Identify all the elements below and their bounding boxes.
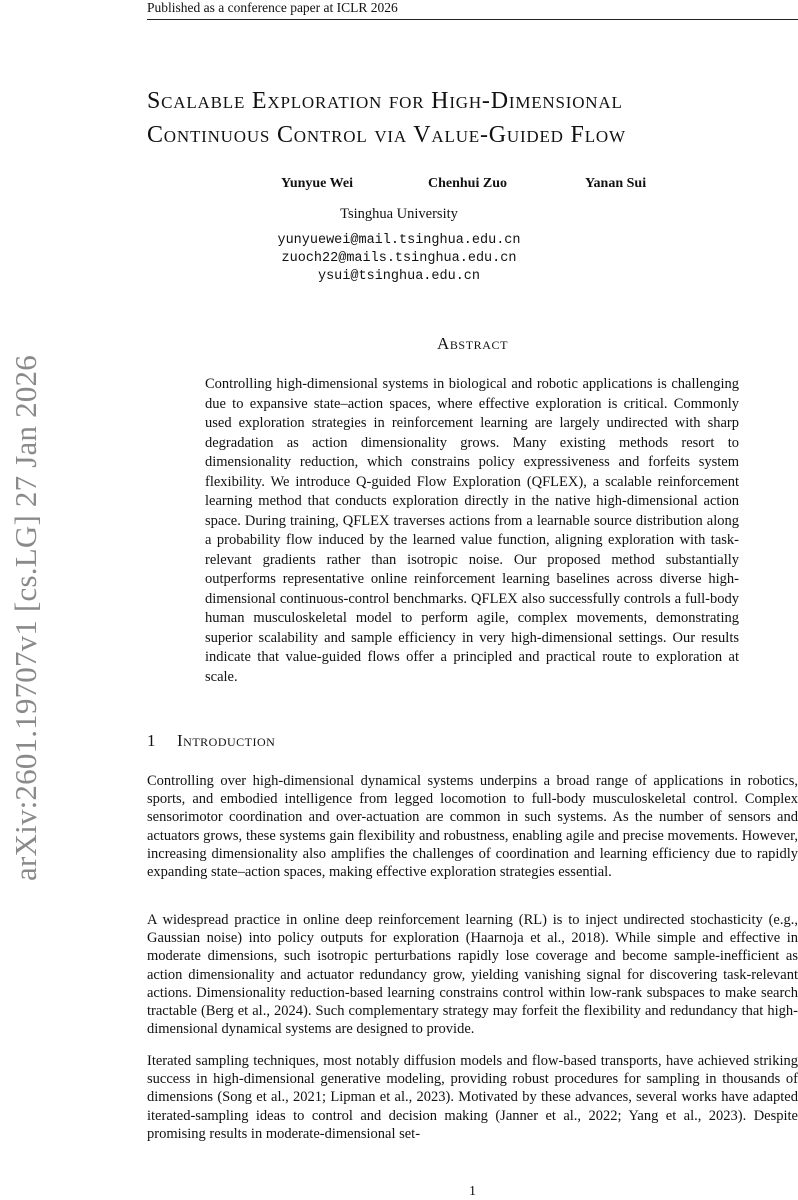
abstract-heading: Abstract [436, 334, 509, 353]
email-3[interactable]: ysui@tsinghua.edu.cn [317, 269, 481, 284]
author-1: Yunyue Wei [281, 176, 353, 191]
title-line-1: Scalable Exploration for High-Dimensional [147, 88, 623, 114]
section-title: Introduction [177, 731, 276, 750]
paper-title [147, 84, 798, 152]
section-number: 1 [147, 731, 156, 750]
intro-paragraph-1: Controlling over high-dimensional dynamical systems underpins a broad range of applications in robotics, sports, and embodied intelligence from legged locomotion to full-body musculoskeletal control. Complex sensorimotor coordination and over-actuation are common in such systems. As the number of sensors and actuators grows, these systems gain flexibility and robustness, enabling agile and precise movements. However, increasing dimensionality also amplifies the challenges of coordination and learning efficiency due to rapidly expanding state–action spaces, making effective exploration strategies essential. [147, 773, 798, 881]
abstract-body: Controlling high-dimensional systems in biological and robotic applications is challenging due to expansive state–action spaces, where effective exploration is critical. Commonly used exploration strategies in reinforcement learning are largely undirected with sharp degradation as action dimensionality grows. Many existing methods resort to dimensionality reduction, which constrains policy expressiveness and forfeits system flexibility. We introduce Q-guided Flow Exploration (QFLEX), a scalable reinforcement learning method that conducts exploration directly in the native high-dimensional action space. During training, QFLEX traverses actions from a learnable source distribution along a probability flow induced by the learned value function, aligning exploration with task-relevant gradients rather than isotropic noise. Our proposed method substantially outperforms representative online reinforcement learning baselines across diverse high-dimensional continuous-control benchmarks. QFLEX also successfully controls a full-body human musculoskeletal model to perform agile, complex movements, demonstrating superior scalability and sample efficiency in very high-dimensional settings. Our results indicate that value-guided flows offer a principled and practical route to exploration at scale. [205, 376, 739, 685]
affiliation: Tsinghua University [340, 206, 458, 222]
author-3: Yanan Sui [585, 176, 647, 191]
page-number: 1 [469, 1184, 476, 1199]
email-2[interactable]: zuoch22@mails.tsinghua.edu.cn [281, 251, 517, 266]
email-1[interactable]: yunyuewei@mail.tsinghua.edu.cn [277, 233, 521, 248]
intro-paragraph-3: Iterated sampling techniques, most notably diffusion models and flow-based transports, have achieved striking success in high-dimensional generative modeling, providing robust procedures for sampling in thousands of dimensions (Song et al., 2021; Lipman et al., 2023). Motivated by these advances, several works have adapted iterated-sampling ideas to control and decision making (Janner et al., 2022; Yang et al., 2023). Despite promising results in moderate-dimensional set- [147, 1053, 798, 1142]
arxiv-sidebar [4, 318, 48, 918]
running-header: Published as a conference paper at ICLR 2026 [147, 0, 398, 15]
header-rule [147, 19, 798, 20]
section-heading-introduction [147, 731, 275, 751]
title-line-2: Continuous Control via Value-Guided Flow [147, 122, 626, 148]
intro-paragraph-2: A widespread practice in online deep reinforcement learning (RL) is to inject undirected stochasticity (e.g., Gaussian noise) into policy outputs for exploration (Haarnoja et al., 2018). While simple and effective in moderate dimensions, such isotropic perturbations rapidly lose coverage and become sample-inefficient as action dimensionality and actuator redundancy grow, yielding vanishing signal for discovering task-relevant actions. Dimensionality reduction-based learning constrains control within low-rank subspaces to make search tractable (Berg et al., 2024). Such complementary strategy may forfeit the flexibility and redundancy that high-dimensional dynamical systems are designed to provide. [147, 912, 798, 1038]
author-2: Chenhui Zuo [428, 176, 507, 191]
arxiv-identifier[interactable]: arXiv:2601.19707v1 [cs.LG] 27 Jan 2026 [8, 355, 43, 881]
